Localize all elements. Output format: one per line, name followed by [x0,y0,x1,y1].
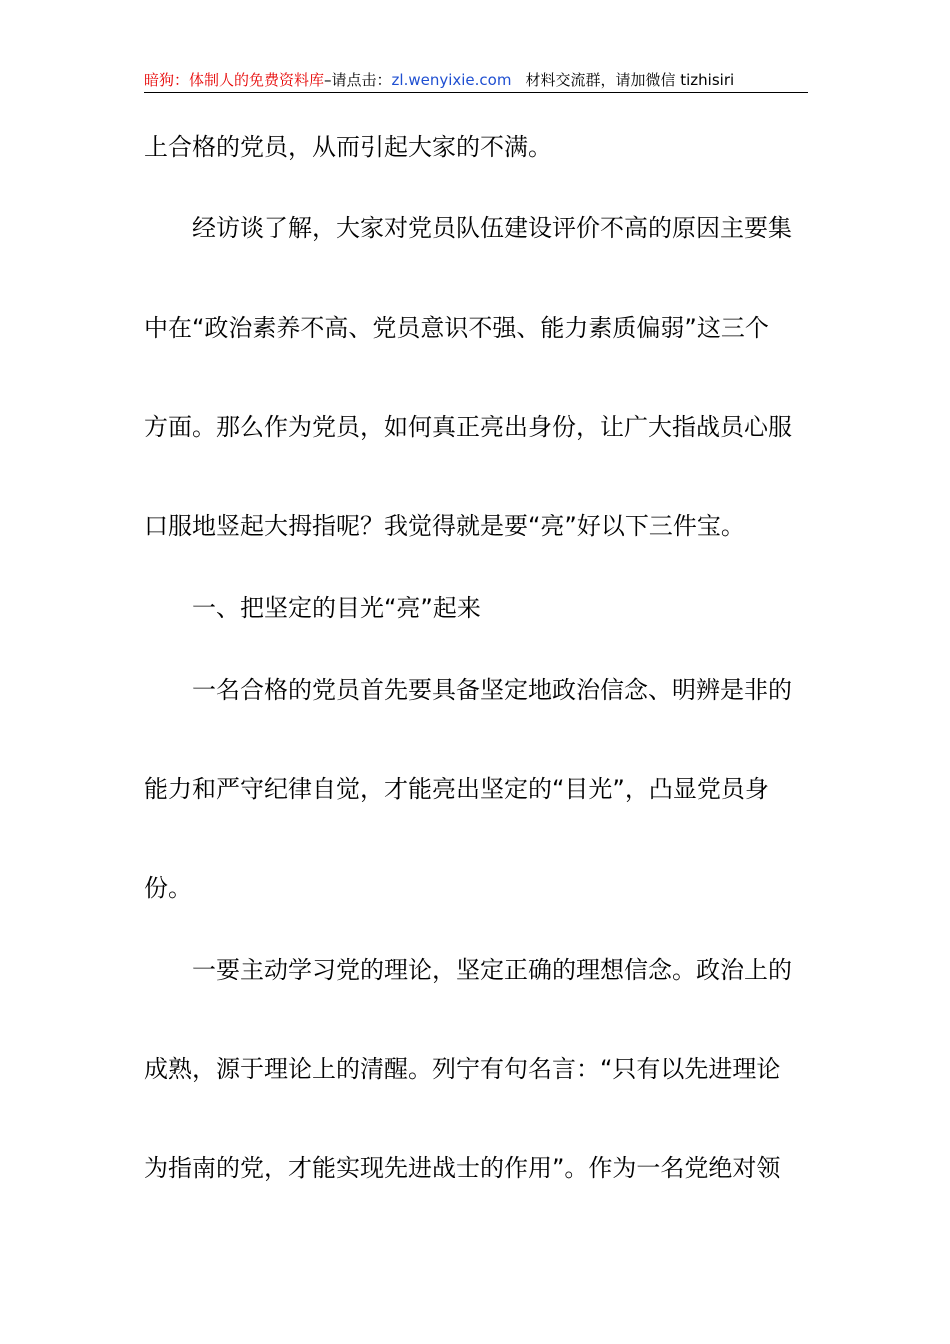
paragraph-line: 上合格的党员，从而引起大家的不满。 [144,133,552,161]
paragraph-line: 为指南的党，才能实现先进战士的作用”。作为一名党绝对领 [144,1154,781,1182]
paragraph-line: 份。 [144,874,192,902]
paragraph-line: 一要主动学习党的理论，坚定正确的理想信念。政治上的 [192,956,792,984]
header-link[interactable]: zl.wenyixie.com [391,71,512,89]
paragraph-line: 中在“政治素养不高、党员意识不强、能力素质偏弱”这三个 [144,314,769,342]
header-brand: 暗狗：体制人的免费资料库 [144,71,325,89]
paragraph-line: 一名合格的党员首先要具备坚定地政治信念、明辨是非的 [192,676,792,704]
paragraph-line: 经访谈了解，大家对党员队伍建设评价不高的原因主要集 [192,214,792,242]
page-header [144,70,808,93]
header-click-prefix: –请点击： [324,71,392,89]
paragraph-line: 方面。那么作为党员，如何真正亮出身份，让广大指战员心服 [144,413,792,441]
section-heading: 一、把坚定的目光“亮”起来 [192,594,481,622]
paragraph-line: 成熟，源于理论上的清醒。列宁有句名言：“只有以先进理论 [144,1055,781,1083]
paragraph-line: 口服地竖起大拇指呢？我觉得就是要“亮”好以下三件宝。 [144,512,745,540]
paragraph-line: 能力和严守纪律自觉，才能亮出坚定的“目光”，凸显党员身 [144,775,769,803]
header-group-text: 材料交流群，请加微信 tizhisiri [525,71,735,89]
